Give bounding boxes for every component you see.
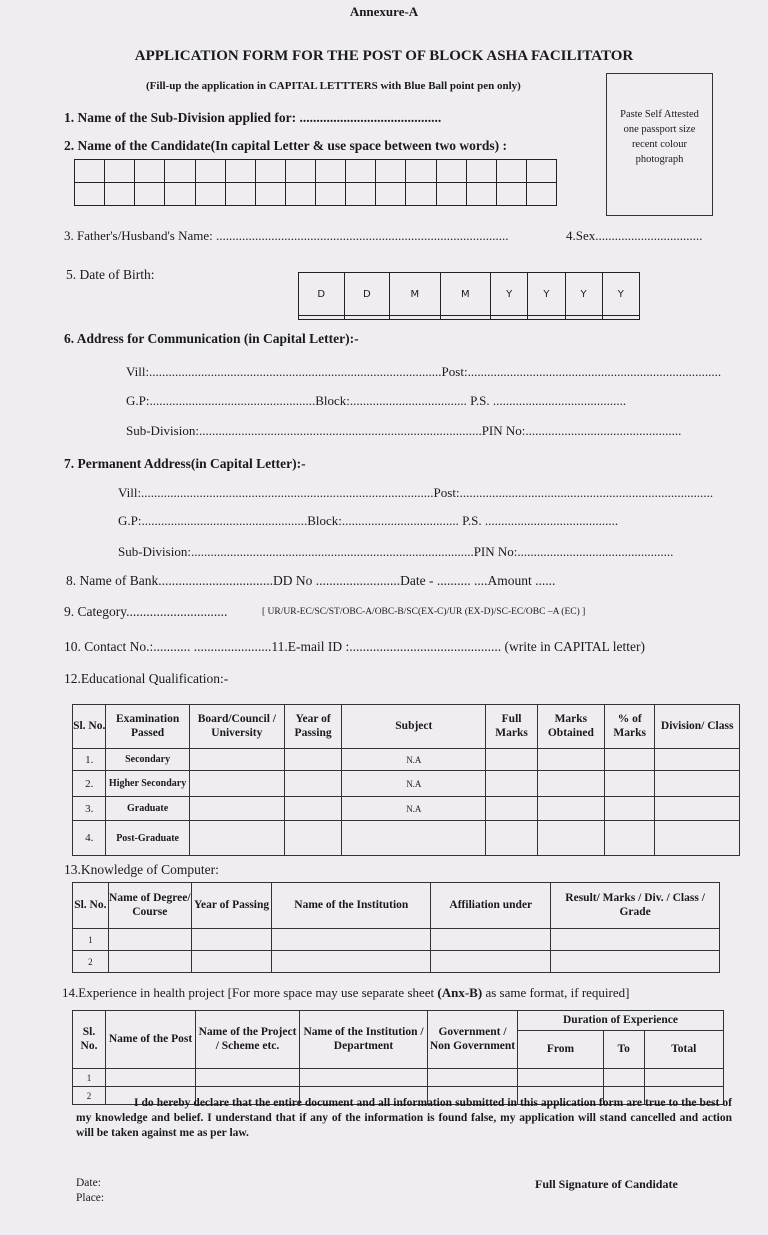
dob-label-cell: M [440, 273, 490, 316]
annexure-label [0, 4, 768, 20]
place-label: Place: [76, 1192, 105, 1204]
edu-cell[interactable] [284, 771, 341, 797]
edu-subject[interactable]: N.A [342, 797, 486, 821]
edu-cell[interactable] [537, 797, 604, 821]
name-letter-cell[interactable] [526, 183, 556, 206]
photo-line: Paste Self Attested [620, 109, 699, 120]
edu-cell[interactable] [486, 797, 537, 821]
experience-duration-subheader: To [603, 1031, 644, 1069]
edu-subject[interactable]: N.A [342, 771, 486, 797]
photo-box [606, 73, 713, 216]
edu-row [73, 749, 740, 771]
name-letter-cell[interactable] [135, 160, 165, 183]
computer-cell[interactable] [431, 929, 551, 951]
comm-address-heading: 6. Address for Communication (in Capital Letter):- [64, 331, 359, 346]
experience-cell[interactable] [518, 1069, 604, 1087]
edu-column-header: Full Marks [486, 705, 537, 749]
dob-input-cell[interactable] [528, 316, 565, 320]
computer-cell[interactable] [191, 929, 271, 951]
edu-cell[interactable] [189, 821, 284, 856]
name-letter-cell[interactable] [135, 183, 165, 206]
name-letter-cell[interactable] [466, 183, 496, 206]
dob-input-cell[interactable] [440, 316, 490, 320]
experience-cell[interactable] [428, 1069, 518, 1087]
dob-label-cell: Y [565, 273, 602, 316]
experience-cell[interactable] [196, 1069, 300, 1087]
form-title-text: APPLICATION FORM FOR THE POST OF BLOCK ASHA FACILITATOR [134, 48, 634, 64]
experience-heading [62, 985, 629, 1001]
computer-row [73, 929, 720, 951]
dob-input-cell[interactable] [565, 316, 602, 320]
computer-cell[interactable] [551, 951, 720, 973]
name-letter-cell[interactable] [496, 183, 526, 206]
dob-input-cell[interactable] [602, 316, 639, 320]
edu-cell[interactable] [284, 821, 341, 856]
edu-column-header: Board/Council / University [189, 705, 284, 749]
signature-label: Full Signature of Candidate [535, 1177, 678, 1191]
edu-exam: Post-Graduate [106, 821, 189, 856]
edu-column-header: % of Marks [605, 705, 655, 749]
name-letter-cell[interactable] [466, 160, 496, 183]
name-letter-cell[interactable] [255, 183, 285, 206]
computer-row [73, 951, 720, 973]
computer-column-header: Name of Degree/ Course [108, 883, 191, 929]
name-letter-cell[interactable] [436, 160, 466, 183]
edu-column-header: Sl. No. [73, 705, 106, 749]
dob-label-cell: D [299, 273, 345, 316]
candidate-name-grid[interactable] [74, 159, 557, 206]
experience-heading-end: as same format, if required] [482, 985, 630, 1000]
experience-column-header: Name of the Project / Scheme etc. [196, 1011, 300, 1069]
name-letter-cell[interactable] [346, 183, 376, 206]
dob-label-cell: M [390, 273, 440, 316]
anx-b-reference: (Anx-B) [437, 985, 483, 1000]
education-table[interactable] [72, 704, 740, 856]
dob-label-cell: D [344, 273, 390, 316]
comm-gp-block-ps-field[interactable]: G.P:...................................................Block:.................................... P.S. ......................................... [126, 393, 627, 408]
computer-table[interactable] [72, 882, 720, 973]
annexure-text: Annexure-A [349, 4, 419, 19]
computer-cell[interactable] [431, 951, 551, 973]
name-letter-cell[interactable] [195, 160, 225, 183]
computer-cell[interactable] [108, 929, 191, 951]
edu-subject[interactable] [342, 821, 486, 856]
instruction: (Fill-up the application in CAPITAL LETTTERS with Blue Ball point pen only) [146, 80, 521, 92]
computer-column-header: Affiliation under [431, 883, 551, 929]
category-field[interactable]: 9. Category.............................. [64, 604, 228, 619]
computer-column-header: Year of Passing [191, 883, 271, 929]
edu-row [73, 797, 740, 821]
comm-subdiv-pin-field[interactable]: Sub-Division:.......................................................................................PIN No:................................................ [126, 423, 682, 438]
subdivision-field[interactable]: 1. Name of the Sub-Division applied for: .......................................... [64, 110, 442, 125]
edu-cell[interactable] [605, 749, 655, 771]
edu-column-header: Division/ Class [655, 705, 740, 749]
edu-exam: Graduate [106, 797, 189, 821]
experience-cell[interactable] [106, 1069, 196, 1087]
perm-gp-block-ps-field[interactable]: G.P:...................................................Block:.................................... P.S. ......................................... [118, 513, 619, 528]
perm-vill-post-field[interactable]: Vill:..........................................................................................Post:.............................................................................. [118, 485, 714, 500]
dob-input-cell[interactable] [390, 316, 440, 320]
bank-dd-field[interactable]: 8. Name of Bank..................................DD No .........................Date - .......... ....Amount ...... [66, 573, 556, 588]
edu-cell[interactable] [655, 749, 740, 771]
experience-cell[interactable] [644, 1069, 723, 1087]
computer-sl: 2 [73, 951, 109, 973]
computer-cell[interactable] [272, 929, 431, 951]
edu-sl: 1. [73, 749, 106, 771]
computer-cell[interactable] [272, 951, 431, 973]
experience-sl: 2 [73, 1087, 106, 1105]
name-letter-cell[interactable] [75, 160, 105, 183]
name-letter-cell[interactable] [285, 183, 315, 206]
edu-cell[interactable] [486, 821, 537, 856]
edu-cell[interactable] [655, 797, 740, 821]
dob-input-cell[interactable] [299, 316, 345, 320]
photo-line: recent colour [631, 139, 688, 150]
experience-table[interactable] [72, 1010, 724, 1105]
edu-cell[interactable] [605, 797, 655, 821]
experience-column-header: Name of the Post [106, 1011, 196, 1069]
name-letter-cell[interactable] [225, 183, 255, 206]
name-letter-cell[interactable] [376, 183, 406, 206]
category-options: [ UR/UR-EC/SC/ST/OBC-A/OBC-B/SC(EX-C)/UR (EX-D)/SC-EC/OBC –A (EC) ] [262, 607, 586, 617]
name-letter-cell[interactable] [316, 160, 346, 183]
edu-cell[interactable] [537, 749, 604, 771]
edu-cell[interactable] [486, 749, 537, 771]
declaration-text: I do hereby declare that the entire document and all information submitted in this application form are true to the best of my knowledge and belief. I understand that if any of the information is found false, my application will stand cancelled and action will be taken against me as per law. [76, 1097, 732, 1139]
dob-label-cell: Y [602, 273, 639, 316]
name-letter-cell[interactable] [285, 160, 315, 183]
computer-column-header: Sl. No. [73, 883, 109, 929]
computer-cell[interactable] [108, 951, 191, 973]
experience-duration-subheader: Total [644, 1031, 723, 1069]
form-title [0, 48, 768, 65]
edu-cell[interactable] [284, 749, 341, 771]
edu-subject[interactable]: N.A [342, 749, 486, 771]
name-letter-cell[interactable] [316, 183, 346, 206]
edu-sl: 3. [73, 797, 106, 821]
edu-column-header: Subject [342, 705, 486, 749]
candidate-name-label: 2. Name of the Candidate(In capital Letter & use space between two words) : [64, 138, 507, 153]
edu-column-header: Marks Obtained [537, 705, 604, 749]
experience-column-header: Sl. No. [73, 1011, 106, 1069]
edu-cell[interactable] [189, 771, 284, 797]
edu-exam: Secondary [106, 749, 189, 771]
father-name-field[interactable]: 3. Father's/Husband's Name: .......................................................................................... [64, 228, 509, 243]
experience-heading-text: 14.Experience in health project [For more space may use separate sheet [62, 985, 438, 1000]
date-label: Date: [76, 1177, 101, 1189]
experience-row [73, 1069, 724, 1087]
experience-cell[interactable] [300, 1069, 428, 1087]
contact-email-field[interactable]: 10. Contact No.:........... .......................11.E-mail ID :............................................. (write in CAPITAL letter) [64, 639, 645, 654]
edu-cell[interactable] [284, 797, 341, 821]
perm-subdiv-pin-field[interactable]: Sub-Division:.......................................................................................PIN No:................................................ [118, 544, 674, 559]
edu-cell[interactable] [189, 749, 284, 771]
name-letter-cell[interactable] [105, 183, 135, 206]
computer-column-header: Result/ Marks / Div. / Class / Grade [551, 883, 720, 929]
perm-address-heading: 7. Permanent Address(in Capital Letter):- [64, 456, 306, 471]
computer-sl: 1 [73, 929, 109, 951]
edu-cell[interactable] [537, 771, 604, 797]
comm-vill-post-field[interactable]: Vill:..........................................................................................Post:.............................................................................. [126, 364, 722, 379]
experience-duration-subheader: From [518, 1031, 604, 1069]
dob-label: 5. Date of Birth: [66, 267, 155, 282]
edu-column-header: Examination Passed [106, 705, 189, 749]
sex-field[interactable]: 4.Sex................................. [566, 228, 703, 243]
name-letter-cell[interactable] [526, 160, 556, 183]
dob-grid[interactable] [298, 272, 640, 320]
computer-column-header: Name of the Institution [272, 883, 431, 929]
name-letter-cell[interactable] [105, 160, 135, 183]
name-letter-cell[interactable] [406, 183, 436, 206]
edu-cell[interactable] [655, 771, 740, 797]
experience-cell[interactable] [603, 1069, 644, 1087]
edu-cell[interactable] [189, 797, 284, 821]
photo-line: one passport size [623, 124, 696, 135]
name-letter-cell[interactable] [346, 160, 376, 183]
name-letter-cell[interactable] [436, 183, 466, 206]
dob-label-cell: Y [491, 273, 528, 316]
edu-cell[interactable] [486, 771, 537, 797]
experience-column-header: Duration of Experience [518, 1011, 724, 1031]
edu-row [73, 771, 740, 797]
experience-column-header: Government / Non Government [428, 1011, 518, 1069]
name-letter-cell[interactable] [75, 183, 105, 206]
edu-cell[interactable] [537, 821, 604, 856]
dob-input-cell[interactable] [344, 316, 390, 320]
name-letter-cell[interactable] [406, 160, 436, 183]
dob-input-cell[interactable] [491, 316, 528, 320]
education-heading: 12.Educational Qualification:- [64, 671, 229, 686]
edu-cell[interactable] [605, 771, 655, 797]
computer-heading: 13.Knowledge of Computer: [64, 862, 219, 877]
name-letter-cell[interactable] [496, 160, 526, 183]
name-letter-cell[interactable] [255, 160, 285, 183]
edu-sl: 2. [73, 771, 106, 797]
computer-cell[interactable] [191, 951, 271, 973]
dob-label-cell: Y [528, 273, 565, 316]
name-letter-cell[interactable] [225, 160, 255, 183]
name-letter-cell[interactable] [165, 183, 195, 206]
name-letter-cell[interactable] [195, 183, 225, 206]
name-letter-cell[interactable] [165, 160, 195, 183]
photo-line: photograph [635, 154, 684, 165]
edu-row [73, 821, 740, 856]
edu-cell[interactable] [605, 821, 655, 856]
experience-column-header: Name of the Institution / Department [300, 1011, 428, 1069]
edu-sl: 4. [73, 821, 106, 856]
computer-cell[interactable] [551, 929, 720, 951]
edu-exam: Higher Secondary [106, 771, 189, 797]
name-letter-cell[interactable] [376, 160, 406, 183]
edu-cell[interactable] [655, 821, 740, 856]
experience-sl: 1 [73, 1069, 106, 1087]
edu-column-header: Year of Passing [284, 705, 341, 749]
